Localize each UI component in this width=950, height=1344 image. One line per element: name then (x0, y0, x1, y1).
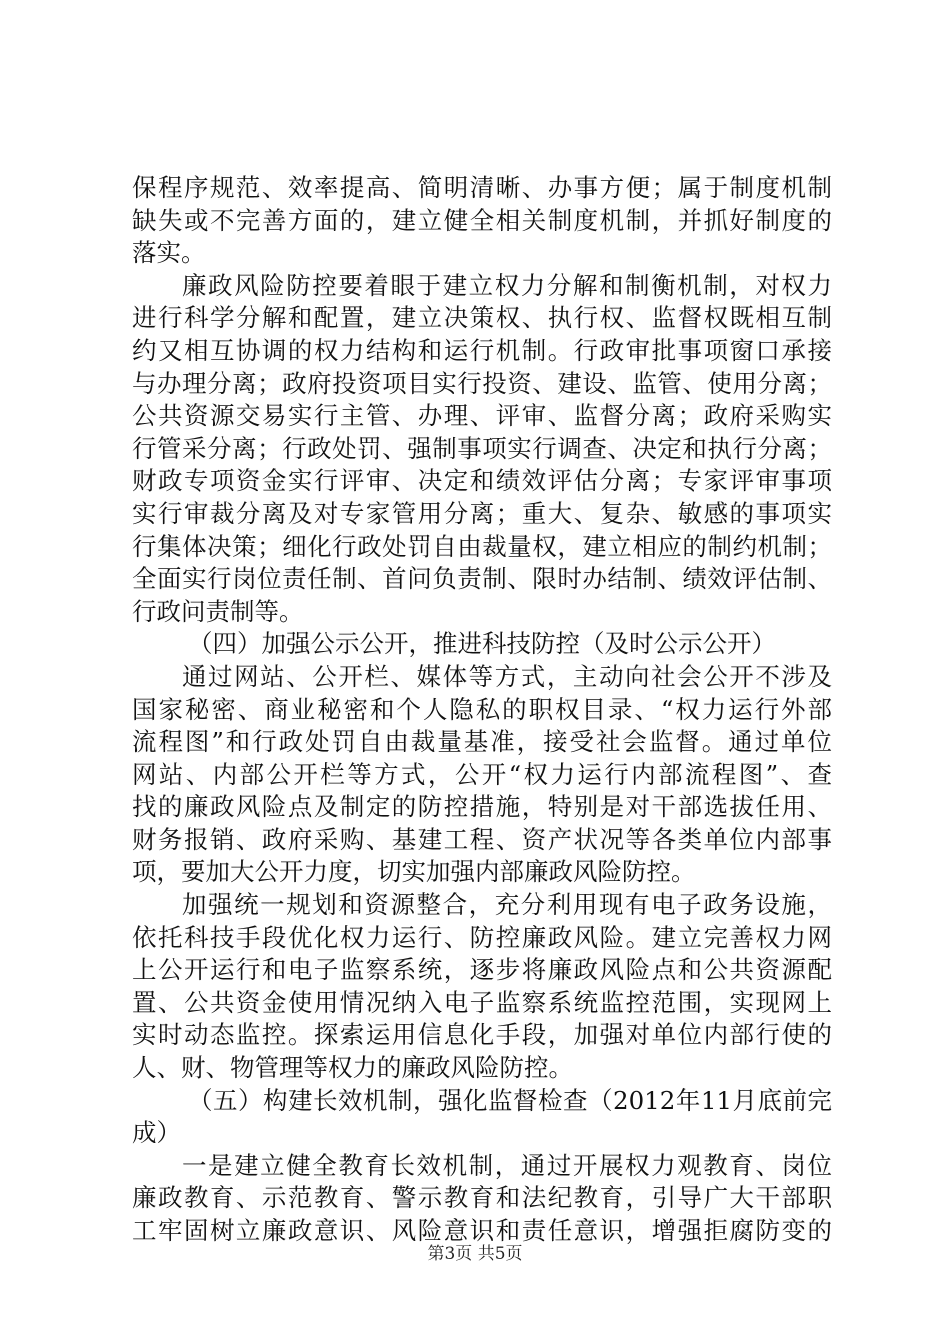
paragraph (132, 661, 832, 889)
text-line: （四）加强公示公开，推进科技防控（及时公示公开） (188, 629, 776, 659)
text-line: 廉政风险防控要着眼于建立权力分解和制衡机制，对权力 (182, 270, 832, 300)
text-line: 廉政教育、示范教育、警示教育和法纪教育，引导广大干部职 (132, 1183, 832, 1213)
text-line: 行集体决策；细化行政处罚自由裁量权，建立相应的制约机制； (132, 531, 832, 561)
text-line: 行政问责制等。 (132, 596, 304, 626)
text-line: 通过网站、公开栏、媒体等方式，主动向社会公开不涉及 (182, 661, 832, 691)
text-line: 与办理分离；政府投资项目实行投资、建设、监管、使用分离； (132, 368, 832, 398)
paragraph (132, 1150, 832, 1248)
text-line: 落实。 (132, 238, 206, 268)
text-line: 公共资源交易实行主管、办理、评审、监督分离；政府采购实 (132, 401, 832, 431)
document-body (132, 172, 832, 1248)
section-heading (132, 1085, 832, 1150)
text-line: 加强统一规划和资源整合，充分利用现有电子政务设施， (182, 890, 832, 920)
text-line: 实行审裁分离及对专家管用分离；重大、复杂、敏感的事项实 (132, 498, 832, 528)
text-line: 找的廉政风险点及制定的防控措施，特别是对干部选拔任用、 (132, 792, 832, 822)
paragraph (132, 889, 832, 1085)
section-heading (132, 628, 832, 661)
page-number: 第3页 共5页 (427, 1244, 523, 1264)
text-line: 国家秘密、商业秘密和个人隐私的职权目录、“权力运行外部 (132, 694, 832, 724)
text-line: 人、财、物管理等权力的廉政风险防控。 (132, 1053, 573, 1083)
text-line: 依托科技手段优化权力运行、防控廉政风险。建立完善权力网 (132, 922, 832, 952)
text-line: 保程序规范、效率提高、简明清晰、办事方便；属于制度机制 (132, 173, 832, 202)
text-line: 行管采分离；行政处罚、强制事项实行调查、决定和执行分离； (132, 433, 832, 463)
text-line: 项，要加大公开力度，切实加强内部廉政风险防控。 (132, 857, 696, 887)
text-line: 实时动态监控。探索运用信息化手段，加强对单位内部行使的 (132, 1020, 832, 1050)
paragraph (132, 172, 832, 270)
text-line: 网站、内部公开栏等方式，公开“权力运行内部流程图”、查 (132, 759, 832, 789)
text-line: 进行科学分解和配置，建立决策权、执行权、监督权既相互制 (132, 303, 832, 333)
text-line: 缺失或不完善方面的，建立健全相关制度机制，并抓好制度的 (132, 205, 832, 235)
text-line: 置、公共资金使用情况纳入电子监察系统监控范围，实现网上 (132, 987, 832, 1017)
text-line: 财务报销、政府采购、基建工程、资产状况等各类单位内部事 (132, 824, 832, 854)
text-line: 流程图”和行政处罚自由裁量基准，接受社会监督。通过单位 (132, 727, 832, 757)
text-line: 全面实行岗位责任制、首问负责制、限时办结制、绩效评估制、 (132, 564, 832, 594)
text-line: 上公开运行和电子监察系统，逐步将廉政风险点和公共资源配 (132, 955, 832, 985)
text-line: 财政专项资金实行评审、决定和绩效评估分离；专家评审事项 (132, 466, 832, 496)
text-line: 约又相互协调的权力结构和运行机制。行政审批事项窗口承接 (132, 335, 832, 365)
text-line: 一是建立健全教育长效机制，通过开展权力观教育、岗位 (182, 1150, 832, 1180)
paragraph (132, 270, 832, 629)
text-line: （五）构建长效机制，强化监督检查（2012年11月底前完 (188, 1085, 832, 1115)
text-line: 工牢固树立廉政意识、风险意识和责任意识，增强拒腐防变的 (132, 1216, 832, 1245)
text-line: 成） (132, 1118, 181, 1148)
